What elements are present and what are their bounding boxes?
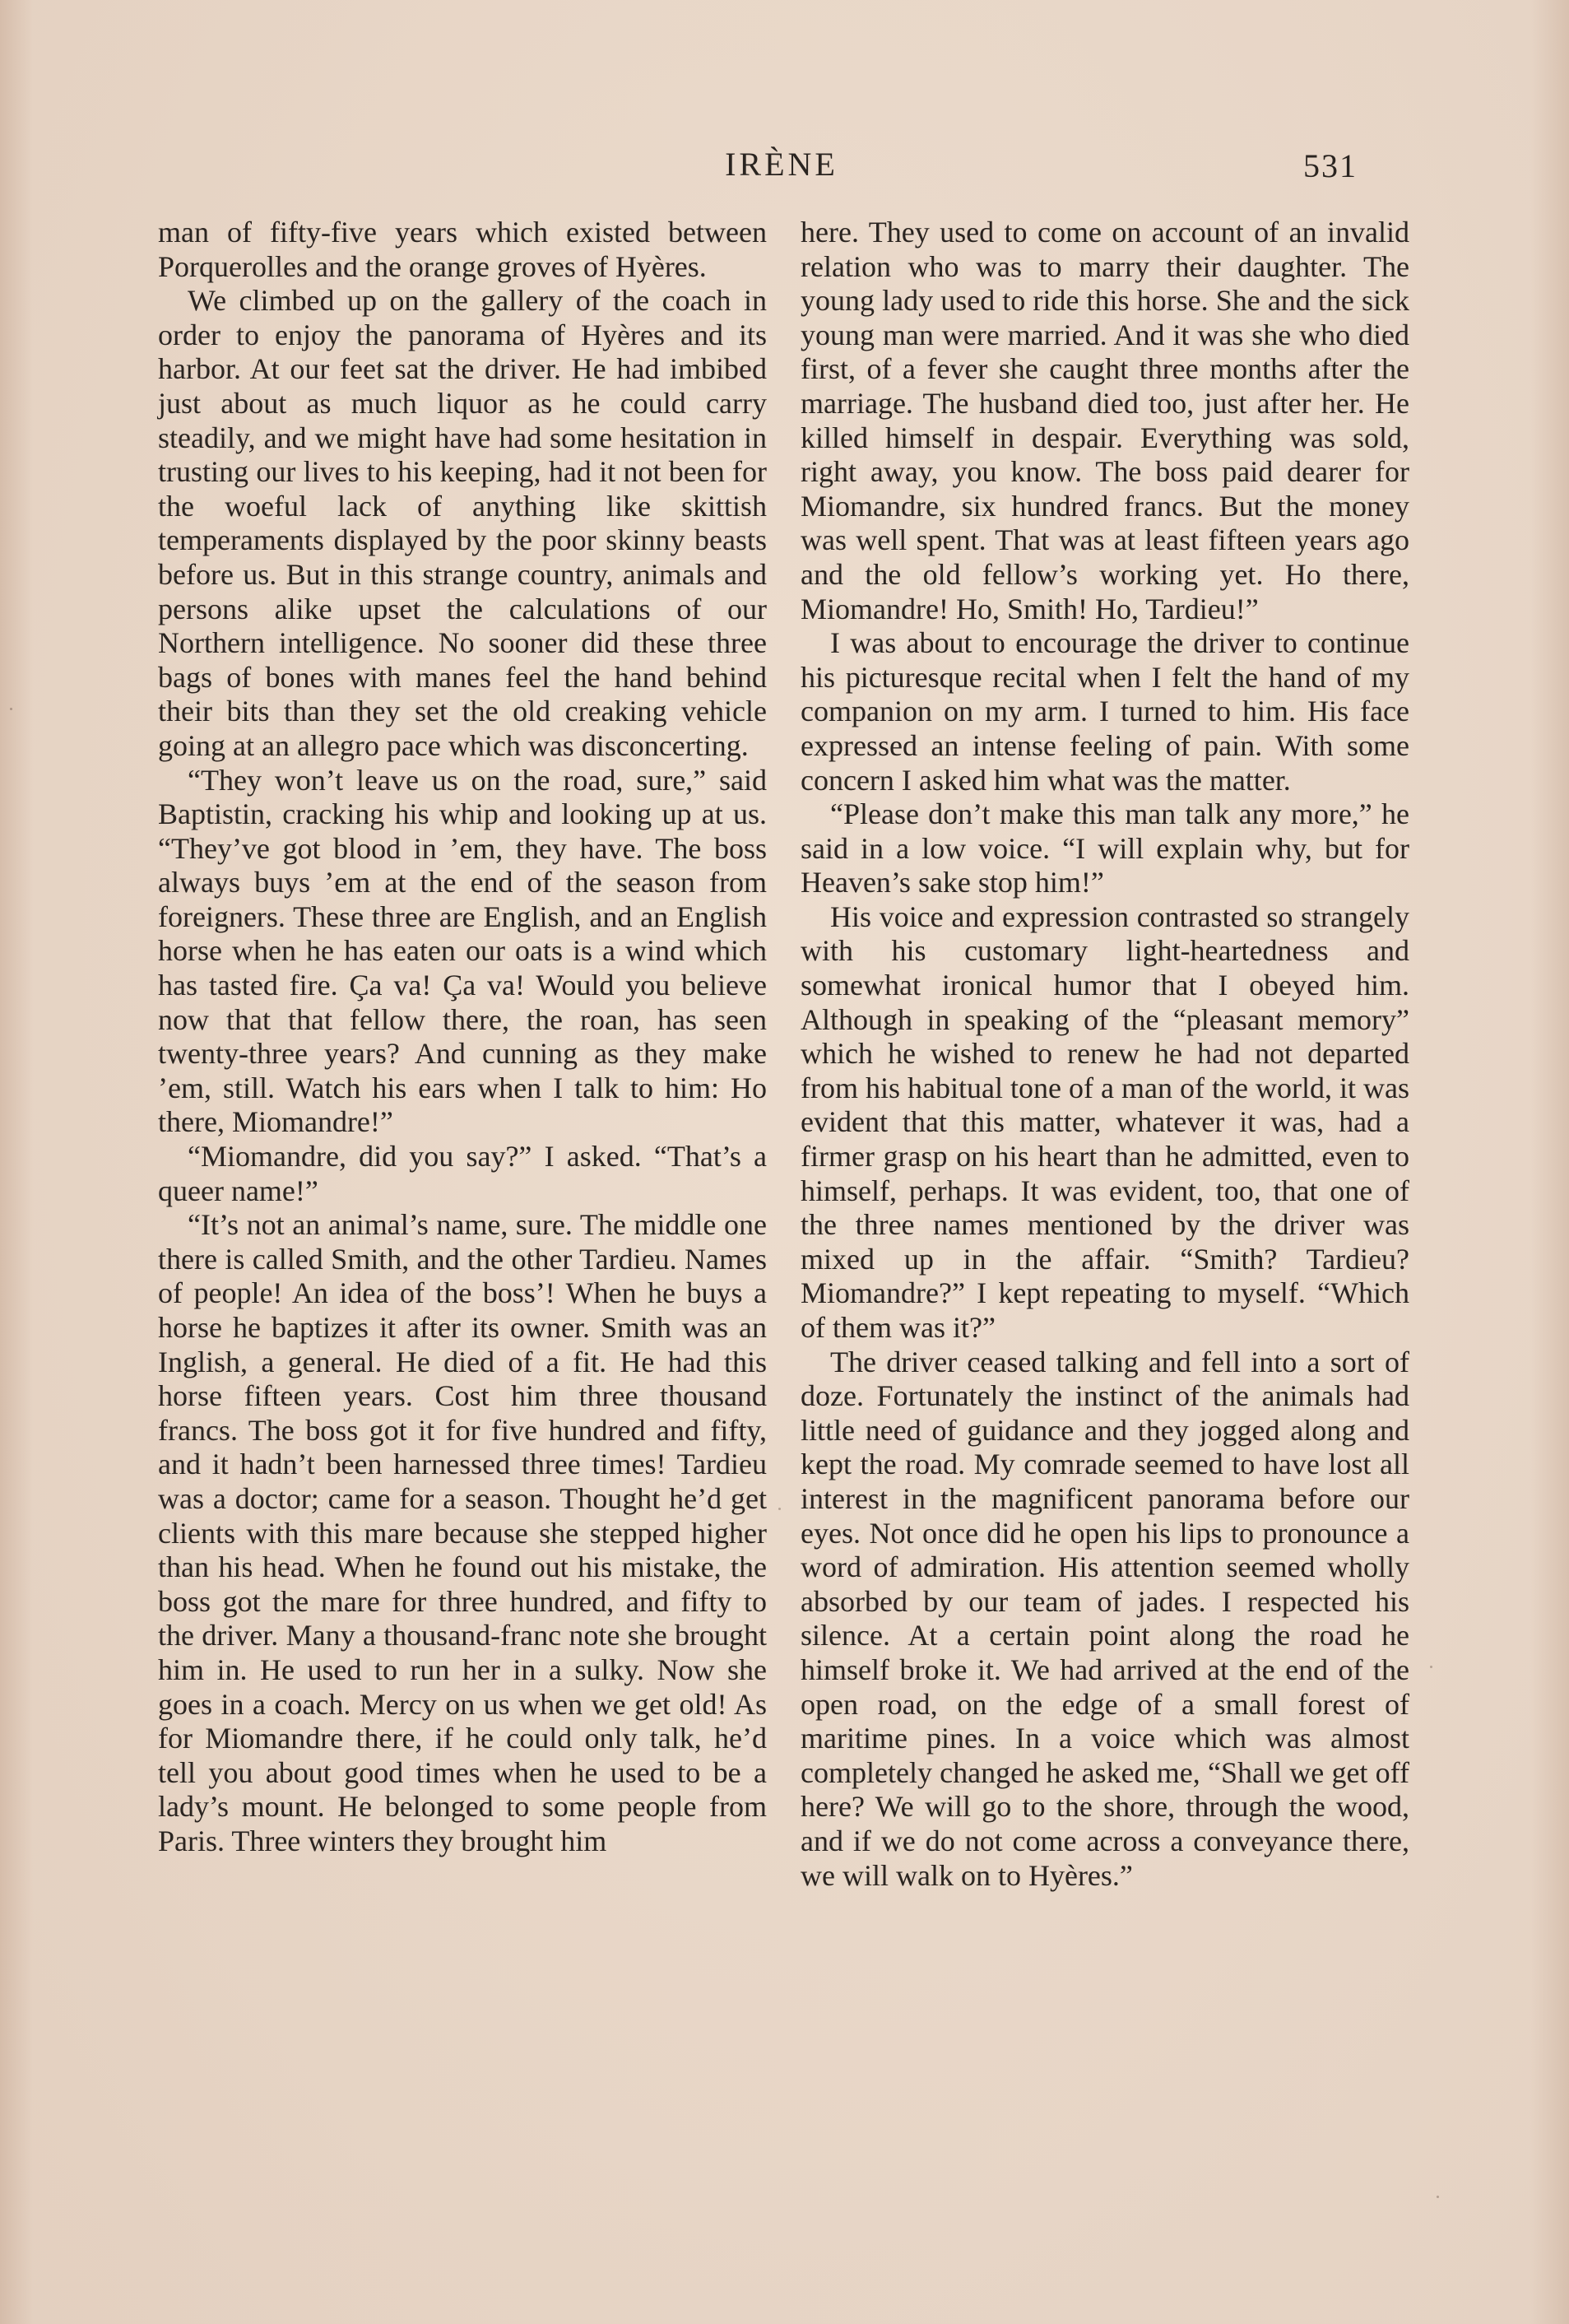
paragraph: “Miomandre, did you say?” I asked. “That’s a queer name!” <box>158 1140 767 1207</box>
right-column <box>801 216 1409 1893</box>
paragraph: We climbed up on the gallery of the coach in order to enjoy the panorama of Hyères and its harbor. At our feet sat the driver. He had imbibed just about as much liquor as he could carry steadily, and we might have had some hesitation in trusting our lives to his keeping, had it not been for the woeful lack of anything like skittish temperaments displayed by the poor skinny beasts before us. But in this strange country, animals and persons alike upset the calculations of our Northern intelligence. No sooner did these three bags of bones with manes feel the hand behind their bits than they set the old creaking vehicle going at an allegro pace which was disconcerting. <box>158 284 767 762</box>
paper-speck <box>10 708 12 710</box>
paragraph: here. They used to come on account of an invalid relation who was to marry their daughter. The young lady used to ride this horse. She and the sick young man were married. And it was she who died first, of a fever she caught three months after the marriage. The husband died too, just after her. He killed himself in despair. Everything was sold, right away, you know. The boss paid dearer for Miomandre, six hundred francs. But the money was well spent. That was at least fifteen years ago and the old fellow’s working yet. Ho there, Miomandre! Ho, Smith! Ho, Tardieu!” <box>801 216 1409 625</box>
left-column <box>158 216 767 1859</box>
page-number: 531 <box>1303 147 1358 184</box>
paragraph: man of fifty-five years which existed between Porquerolles and the orange groves of Hyères. <box>158 216 767 283</box>
paragraph: “It’s not an animal’s name, sure. The middle one there is called Smith, and the other Tardieu. Names of people! An idea of the boss’! When he buys a horse he baptizes it after its owner. Smith was an Inglish, a general. He died of a fit. He had this horse fifteen years. Cost him three thousand francs. The boss got it for five hundred and fifty, and it hadn’t been harnessed three times! Tardieu was a doctor; came for a season. Thought he’d get clients with this mare because she stepped higher than his head. When he found out his mistake, the boss got the mare for three hundred, and fifty to the driver. Many a thousand-franc note she brought him in. He used to run her in a sulky. Now she goes in a coach. Mercy on us when we get old! As for Miomandre there, if he could only talk, he’d tell you about good times when he used to be a lady’s mount. He belonged to some people from Paris. Three winters they brought him <box>158 1208 767 1857</box>
paragraph: I was about to encourage the driver to continue his picturesque recital when I felt the hand of my companion on my arm. I turned to him. His face expressed an intense feeling of pain. With some concern I asked him what was the matter. <box>801 626 1409 797</box>
paper-speck <box>778 1508 781 1510</box>
paragraph: “Please don’t make this man talk any more,” he said in a low voice. “I will explain why, but for Heaven’s sake stop him!” <box>801 797 1409 899</box>
paragraph: His voice and expression contrasted so strangely with his customary light-heartedness and somewhat ironical humor that I obeyed him. Although in speaking of the “pleasant memory” which he wished to renew he had not departed from his habitual tone of a man of the world, it was evident that this matter, whatever it was, had a firmer grasp on his heart than he admitted, even to himself, perhaps. It was evident, too, that one of the three names mentioned by the driver was mixed up in the affair. “Smith? Tardieu? Miomandre?” I kept repeating to myself. “Which of them was it?” <box>801 899 1409 1344</box>
paragraph: “They won’t leave us on the road, sure,” said Baptistin, cracking his whip and looking up at us. “They’ve got blood in ’em, they have. The boss always buys ’em at the end of the season from foreigners. These three are English, and an English horse when he has eaten our oats is a wind which has tasted fire. Ça va! Ça va! Would you believe now that that fellow there, the roan, has seen twenty-three years? And cunning as they make ’em, still. Watch his ears when I talk to him: Ho there, Miomandre!” <box>158 763 767 1139</box>
paragraph: The driver ceased talking and fell into a sort of doze. Fortunately the instinct of the animals had little need of guidance and they jogged along and kept the road. My comrade seemed to have lost all interest in the magnificent panorama before our eyes. Not once did he open his lips to pronounce a word of admiration. His attention seemed wholly absorbed by our team of jades. I respected his silence. At a certain point along the road he himself broke it. We had arrived at the end of the open road, on the edge of a small forest of maritime pines. In a voice which was almost completely changed he asked me, “Shall we get off here? We will go to the shore, through the wood, and if we do not come across a conveyance there, we will walk on to Hyères.” <box>801 1345 1409 1892</box>
paper-speck <box>1437 2196 1439 2198</box>
running-head <box>156 145 1407 194</box>
page-title: IRÈNE <box>725 146 838 183</box>
paper-speck <box>1430 1666 1432 1668</box>
